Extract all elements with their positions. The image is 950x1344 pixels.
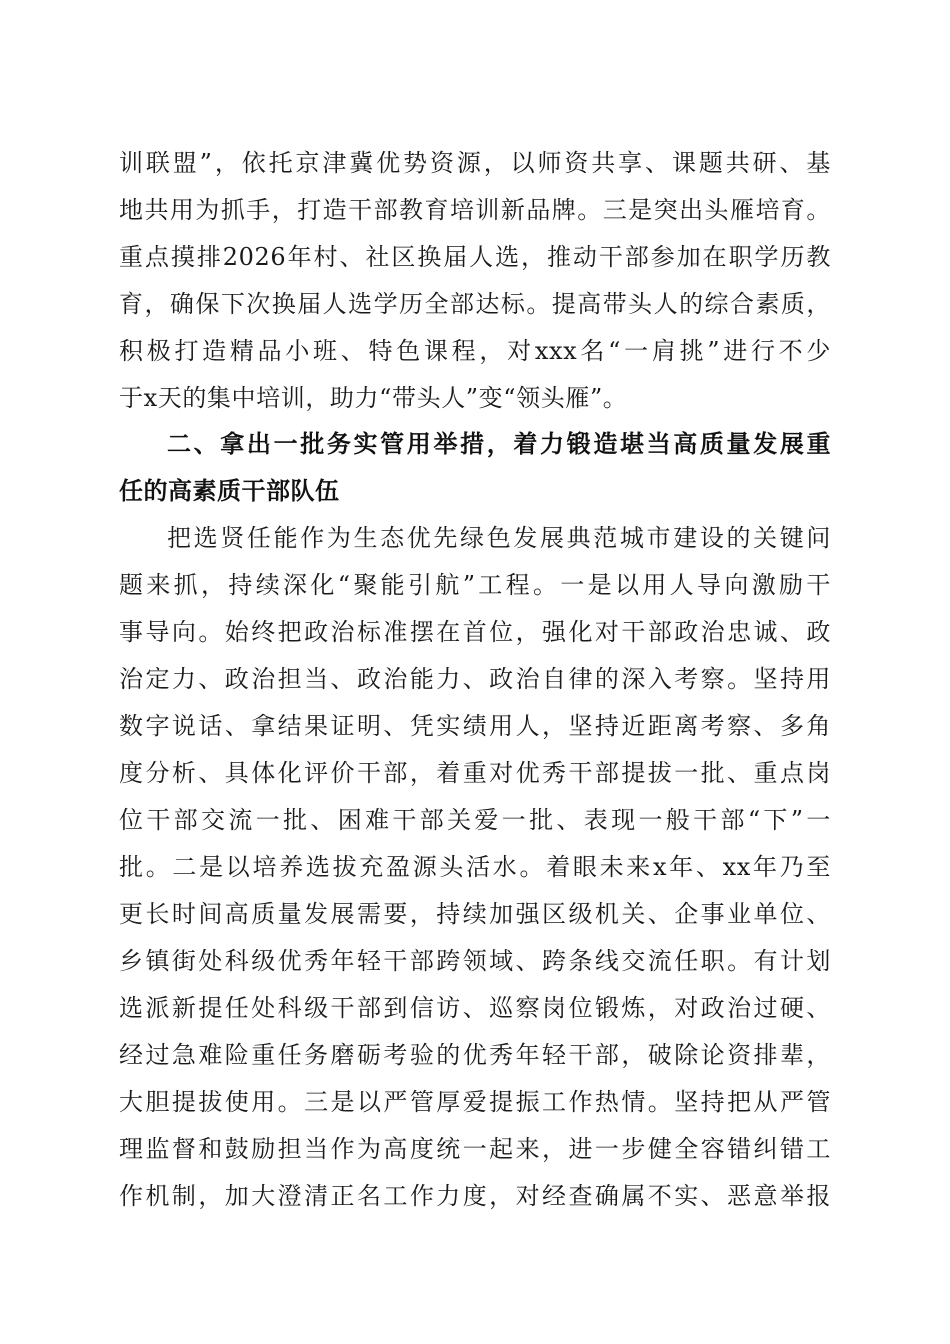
paragraph-line: 治定力、政治担当、政治能力、政治自律的深入考察。坚持用 (119, 665, 831, 693)
paragraph-line: 更长时间高质量发展需要，持续加强区级机关、企事业单位、 (119, 900, 831, 928)
paragraph-line: 批。二是以培养选拔充盈源头活水。着眼未来x年、xx年乃至 (119, 853, 831, 881)
paragraph-line: 训联盟”，依托京津冀优势资源，以师资共享、课题共研、基 (119, 149, 831, 177)
section-heading: 二、拿出一批务实管用举措，着力锻造堪当高质量发展重 (167, 430, 831, 458)
section-heading: 任的高素质干部队伍 (119, 477, 340, 505)
paragraph-line: 积极打造精品小班、特色课程，对xxx名“一肩挑”进行不少 (119, 337, 831, 365)
paragraph-line: 重点摸排2026年村、社区换届人选，推动干部参加在职学历教 (119, 243, 831, 271)
paragraph-line: 位干部交流一批、困难干部关爱一批、表现一般干部“下”一 (119, 806, 831, 834)
paragraph-line: 数字说话、拿结果证明、凭实绩用人，坚持近距离考察、多角 (119, 712, 831, 740)
paragraph-line: 乡镇街处科级优秀年轻干部跨领域、跨条线交流任职。有计划 (119, 947, 831, 975)
paragraph-line: 度分析、具体化评价干部，着重对优秀干部提拔一批、重点岗 (119, 759, 831, 787)
paragraph-line: 作机制，加大澄清正名工作力度，对经查确属不实、恶意举报 (119, 1182, 831, 1210)
paragraph-line: 题来抓，持续深化“聚能引航”工程。一是以用人导向激励干 (119, 571, 831, 599)
paragraph-line: 地共用为抓手，打造干部教育培训新品牌。三是突出头雁培育。 (119, 196, 831, 224)
paragraph-line: 大胆提拔使用。三是以严管厚爱提振工作热情。坚持把从严管 (119, 1088, 831, 1116)
paragraph-line: 于x天的集中培训，助力“带头人”变“领头雁”。 (119, 384, 628, 412)
paragraph-line: 把选贤任能作为生态优先绿色发展典范城市建设的关键问 (167, 524, 831, 552)
paragraph-line: 经过急难险重任务磨砺考验的优秀年轻干部，破除论资排辈， (119, 1041, 831, 1069)
paragraph-line: 事导向。始终把政治标准摆在首位，强化对干部政治忠诚、政 (119, 618, 831, 646)
paragraph-line: 理监督和鼓励担当作为高度统一起来，进一步健全容错纠错工 (119, 1135, 831, 1163)
paragraph-line: 选派新提任处科级干部到信访、巡察岗位锻炼，对政治过硬、 (119, 994, 831, 1022)
paragraph-line: 育，确保下次换届人选学历全部达标。提高带头人的综合素质， (119, 290, 831, 318)
